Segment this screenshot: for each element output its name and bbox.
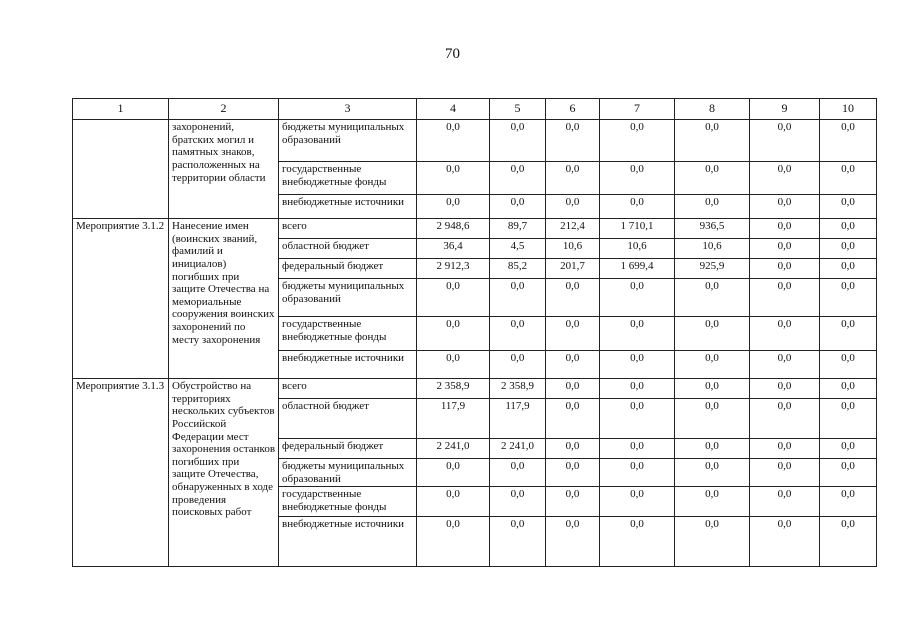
value-cell-col-6: 0,0 (546, 195, 600, 219)
value-cell-col-5: 89,7 (490, 219, 546, 239)
value-cell-col-4: 0,0 (417, 517, 490, 567)
value-cell-col-4: 2 358,9 (417, 379, 490, 399)
value-cell-col-10: 0,0 (820, 162, 877, 195)
value-cell-col-4: 0,0 (417, 317, 490, 351)
value-cell-col-9: 0,0 (750, 351, 820, 379)
value-cell-col-5: 117,9 (490, 399, 546, 439)
value-cell-col-10: 0,0 (820, 487, 877, 517)
value-cell-col-10: 0,0 (820, 379, 877, 399)
column-header-9: 9 (750, 99, 820, 120)
value-cell-col-6: 0,0 (546, 120, 600, 162)
value-cell-col-5: 0,0 (490, 162, 546, 195)
value-cell-col-5: 0,0 (490, 195, 546, 219)
value-cell-col-9: 0,0 (750, 279, 820, 317)
column-header-2: 2 (169, 99, 279, 120)
value-cell-col-10: 0,0 (820, 351, 877, 379)
column-header-7: 7 (600, 99, 675, 120)
value-cell-col-10: 0,0 (820, 517, 877, 567)
event-name-cell: Мероприятие 3.1.2 (73, 219, 169, 379)
value-cell-col-9: 0,0 (750, 162, 820, 195)
value-cell-col-4: 2 912,3 (417, 259, 490, 279)
value-cell-col-5: 0,0 (490, 317, 546, 351)
value-cell-col-5: 0,0 (490, 517, 546, 567)
page-number: 70 (445, 46, 460, 62)
funding-source-cell: областной бюджет (279, 239, 417, 259)
value-cell-col-5: 2 241,0 (490, 439, 546, 459)
value-cell-col-9: 0,0 (750, 487, 820, 517)
funding-source-cell: федеральный бюджет (279, 259, 417, 279)
funding-source-cell: государственные внебюджетные фонды (279, 487, 417, 517)
value-cell-col-8: 0,0 (675, 279, 750, 317)
value-cell-col-4: 0,0 (417, 120, 490, 162)
value-cell-col-6: 212,4 (546, 219, 600, 239)
value-cell-col-9: 0,0 (750, 219, 820, 239)
funding-source-cell: государственные внебюджетные фонды (279, 162, 417, 195)
value-cell-col-10: 0,0 (820, 399, 877, 439)
funding-source-cell: бюджеты муниципальных образований (279, 459, 417, 487)
funding-source-cell: областной бюджет (279, 399, 417, 439)
header-row (73, 99, 877, 120)
table-row (73, 120, 877, 162)
value-cell-col-7: 0,0 (600, 279, 675, 317)
value-cell-col-10: 0,0 (820, 439, 877, 459)
value-cell-col-8: 0,0 (675, 120, 750, 162)
value-cell-col-5: 4,5 (490, 239, 546, 259)
event-description-cell: Обустройство на территориях нескольких субъектов Российской Федерации мест захоронения останков погибших при защите Отечества, обнаруженных в ходе проведения поисковых работ (169, 379, 279, 567)
value-cell-col-4: 0,0 (417, 487, 490, 517)
value-cell-col-9: 0,0 (750, 399, 820, 439)
value-cell-col-5: 2 358,9 (490, 379, 546, 399)
value-cell-col-8: 10,6 (675, 239, 750, 259)
value-cell-col-7: 0,0 (600, 120, 675, 162)
value-cell-col-7: 0,0 (600, 195, 675, 219)
value-cell-col-10: 0,0 (820, 195, 877, 219)
value-cell-col-6: 0,0 (546, 459, 600, 487)
column-header-8: 8 (675, 99, 750, 120)
funding-source-cell: внебюджетные источники (279, 351, 417, 379)
value-cell-col-8: 0,0 (675, 162, 750, 195)
value-cell-col-6: 0,0 (546, 517, 600, 567)
value-cell-col-8: 936,5 (675, 219, 750, 239)
value-cell-col-6: 0,0 (546, 487, 600, 517)
column-header-3: 3 (279, 99, 417, 120)
column-header-6: 6 (546, 99, 600, 120)
table-row (73, 379, 877, 399)
value-cell-col-9: 0,0 (750, 379, 820, 399)
value-cell-col-9: 0,0 (750, 120, 820, 162)
value-cell-col-6: 10,6 (546, 239, 600, 259)
value-cell-col-5: 0,0 (490, 487, 546, 517)
budget-table (72, 98, 877, 567)
event-description-cell: Нанесение имен (воинских званий, фамилий и инициалов) погибших при защите Отечества на мемориальные сооружения воинских захоронений по месту захоронения (169, 219, 279, 379)
value-cell-col-5: 85,2 (490, 259, 546, 279)
value-cell-col-7: 0,0 (600, 439, 675, 459)
value-cell-col-7: 0,0 (600, 487, 675, 517)
column-header-10: 10 (820, 99, 877, 120)
value-cell-col-8: 0,0 (675, 379, 750, 399)
event-name-cell (73, 120, 169, 219)
value-cell-col-4: 0,0 (417, 162, 490, 195)
value-cell-col-9: 0,0 (750, 517, 820, 567)
funding-source-cell: государственные внебюджетные фонды (279, 317, 417, 351)
funding-source-cell: бюджеты муниципальных образований (279, 120, 417, 162)
value-cell-col-8: 0,0 (675, 459, 750, 487)
value-cell-col-5: 0,0 (490, 120, 546, 162)
value-cell-col-7: 0,0 (600, 399, 675, 439)
value-cell-col-6: 0,0 (546, 439, 600, 459)
value-cell-col-5: 0,0 (490, 459, 546, 487)
value-cell-col-7: 1 710,1 (600, 219, 675, 239)
value-cell-col-4: 0,0 (417, 279, 490, 317)
value-cell-col-6: 0,0 (546, 317, 600, 351)
table-body (73, 120, 877, 567)
value-cell-col-4: 117,9 (417, 399, 490, 439)
value-cell-col-9: 0,0 (750, 259, 820, 279)
value-cell-col-6: 201,7 (546, 259, 600, 279)
value-cell-col-7: 10,6 (600, 239, 675, 259)
value-cell-col-4: 0,0 (417, 459, 490, 487)
value-cell-col-6: 0,0 (546, 351, 600, 379)
value-cell-col-4: 2 241,0 (417, 439, 490, 459)
value-cell-col-9: 0,0 (750, 439, 820, 459)
value-cell-col-10: 0,0 (820, 120, 877, 162)
value-cell-col-8: 0,0 (675, 351, 750, 379)
value-cell-col-6: 0,0 (546, 162, 600, 195)
funding-source-cell: федеральный бюджет (279, 439, 417, 459)
value-cell-col-4: 36,4 (417, 239, 490, 259)
value-cell-col-7: 0,0 (600, 162, 675, 195)
value-cell-col-8: 925,9 (675, 259, 750, 279)
value-cell-col-7: 0,0 (600, 459, 675, 487)
value-cell-col-9: 0,0 (750, 317, 820, 351)
value-cell-col-4: 2 948,6 (417, 219, 490, 239)
value-cell-col-7: 0,0 (600, 317, 675, 351)
value-cell-col-8: 0,0 (675, 517, 750, 567)
value-cell-col-8: 0,0 (675, 195, 750, 219)
value-cell-col-10: 0,0 (820, 279, 877, 317)
value-cell-col-7: 0,0 (600, 379, 675, 399)
event-name-cell: Мероприятие 3.1.3 (73, 379, 169, 567)
value-cell-col-7: 0,0 (600, 517, 675, 567)
value-cell-col-9: 0,0 (750, 239, 820, 259)
value-cell-col-10: 0,0 (820, 239, 877, 259)
value-cell-col-6: 0,0 (546, 399, 600, 439)
value-cell-col-7: 1 699,4 (600, 259, 675, 279)
value-cell-col-10: 0,0 (820, 459, 877, 487)
value-cell-col-8: 0,0 (675, 399, 750, 439)
column-header-1: 1 (73, 99, 169, 120)
value-cell-col-4: 0,0 (417, 351, 490, 379)
value-cell-col-5: 0,0 (490, 351, 546, 379)
value-cell-col-9: 0,0 (750, 459, 820, 487)
value-cell-col-8: 0,0 (675, 317, 750, 351)
value-cell-col-7: 0,0 (600, 351, 675, 379)
table-row (73, 219, 877, 239)
funding-source-cell: внебюджетные источники (279, 517, 417, 567)
funding-source-cell: всего (279, 379, 417, 399)
value-cell-col-10: 0,0 (820, 259, 877, 279)
value-cell-col-10: 0,0 (820, 219, 877, 239)
value-cell-col-4: 0,0 (417, 195, 490, 219)
value-cell-col-8: 0,0 (675, 439, 750, 459)
value-cell-col-6: 0,0 (546, 279, 600, 317)
value-cell-col-8: 0,0 (675, 487, 750, 517)
value-cell-col-5: 0,0 (490, 279, 546, 317)
funding-source-cell: всего (279, 219, 417, 239)
funding-source-cell: бюджеты муниципальных образований (279, 279, 417, 317)
column-header-4: 4 (417, 99, 490, 120)
value-cell-col-10: 0,0 (820, 317, 877, 351)
event-description-cell: захоронений, братских могил и памятных знаков, расположенных на территории области (169, 120, 279, 219)
column-header-5: 5 (490, 99, 546, 120)
value-cell-col-9: 0,0 (750, 195, 820, 219)
value-cell-col-6: 0,0 (546, 379, 600, 399)
funding-source-cell: внебюджетные источники (279, 195, 417, 219)
